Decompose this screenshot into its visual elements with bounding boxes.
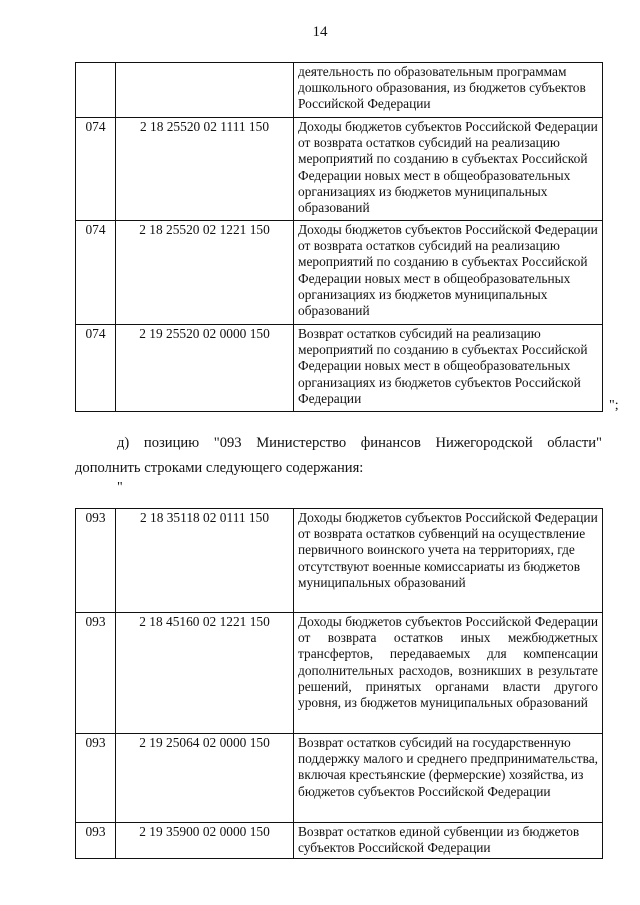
budget-classification-table-1 xyxy=(75,62,603,412)
table-row xyxy=(76,823,603,859)
admin-code-cell xyxy=(76,63,116,118)
opening-quote: " xyxy=(117,480,123,495)
kbk-code-cell: 2 18 45160 02 1221 150 xyxy=(116,613,294,734)
revenue-name-cell: Возврат остатков субсидий на государственную поддержку малого и среднего предпринимательства, включая крестьянские (фермерские) хозяйства, из бюджетов субъектов Российской Федерации xyxy=(294,734,603,823)
kbk-code-cell: 2 18 35118 02 0111 150 xyxy=(116,509,294,613)
table-row xyxy=(76,509,603,613)
kbk-code-cell: 2 18 25520 02 1111 150 xyxy=(116,118,294,221)
revenue-name-cell: Доходы бюджетов субъектов Российской Федерации от возврата остатков субсидий на реализацию мероприятий по созданию в субъектах Российской Федерации новых мест в общеобразовательных организациях из бюджетов муниципальных образований xyxy=(294,118,603,221)
table-row xyxy=(76,734,603,823)
kbk-code-cell xyxy=(116,63,294,118)
table-row xyxy=(76,118,603,221)
revenue-name-cell: Возврат остатков субсидий на реализацию мероприятий по созданию в субъектах Российской Федерации новых мест в общеобразовательных организациях из бюджетов субъектов Российской Федерации xyxy=(294,325,603,412)
admin-code-cell: 093 xyxy=(76,509,116,613)
table-row xyxy=(76,63,603,118)
admin-code-cell: 074 xyxy=(76,221,116,325)
admin-code-cell: 093 xyxy=(76,734,116,823)
revenue-name-cell: Возврат остатков единой субвенции из бюджетов субъектов Российской Федерации xyxy=(294,823,603,859)
amendment-paragraph-line-1: д) позицию "093 Министерство финансов Нижегородской области" xyxy=(117,435,602,451)
budget-classification-table-2 xyxy=(75,508,603,859)
table-row xyxy=(76,613,603,734)
table-row xyxy=(76,325,603,412)
admin-code-cell: 093 xyxy=(76,823,116,859)
kbk-code-cell: 2 19 25520 02 0000 150 xyxy=(116,325,294,412)
table-row xyxy=(76,221,603,325)
closing-quote: "; xyxy=(609,398,619,413)
kbk-code-cell: 2 19 35900 02 0000 150 xyxy=(116,823,294,859)
revenue-name-cell: Доходы бюджетов субъектов Российской Федерации от возврата остатков субвенций на осуществление первичного воинского учета на территориях, где отсутствуют военные комиссариаты из бюджетов муниципальных образований xyxy=(294,509,603,613)
admin-code-cell: 074 xyxy=(76,118,116,221)
kbk-code-cell: 2 18 25520 02 1221 150 xyxy=(116,221,294,325)
revenue-name-cell: Доходы бюджетов субъектов Российской Федерации от возврата остатков иных межбюджетных трансфертов, передаваемых для компенсации дополнительных расходов, возникших в результате решений, принятых органами власти другого уровня, из бюджетов муниципальных образований xyxy=(294,613,603,734)
admin-code-cell: 093 xyxy=(76,613,116,734)
revenue-name-cell: Доходы бюджетов субъектов Российской Федерации от возврата остатков субсидий на реализацию мероприятий по созданию в субъектах Российской Федерации новых мест в общеобразовательных организациях из бюджетов муниципальных образований xyxy=(294,221,603,325)
page-number: 14 xyxy=(312,24,328,40)
admin-code-cell: 074 xyxy=(76,325,116,412)
revenue-name-cell: деятельность по образовательным программам дошкольного образования, из бюджетов субъектов Российской Федерации xyxy=(294,63,603,118)
kbk-code-cell: 2 19 25064 02 0000 150 xyxy=(116,734,294,823)
amendment-paragraph-line-2: дополнить строками следующего содержания: xyxy=(75,460,364,476)
